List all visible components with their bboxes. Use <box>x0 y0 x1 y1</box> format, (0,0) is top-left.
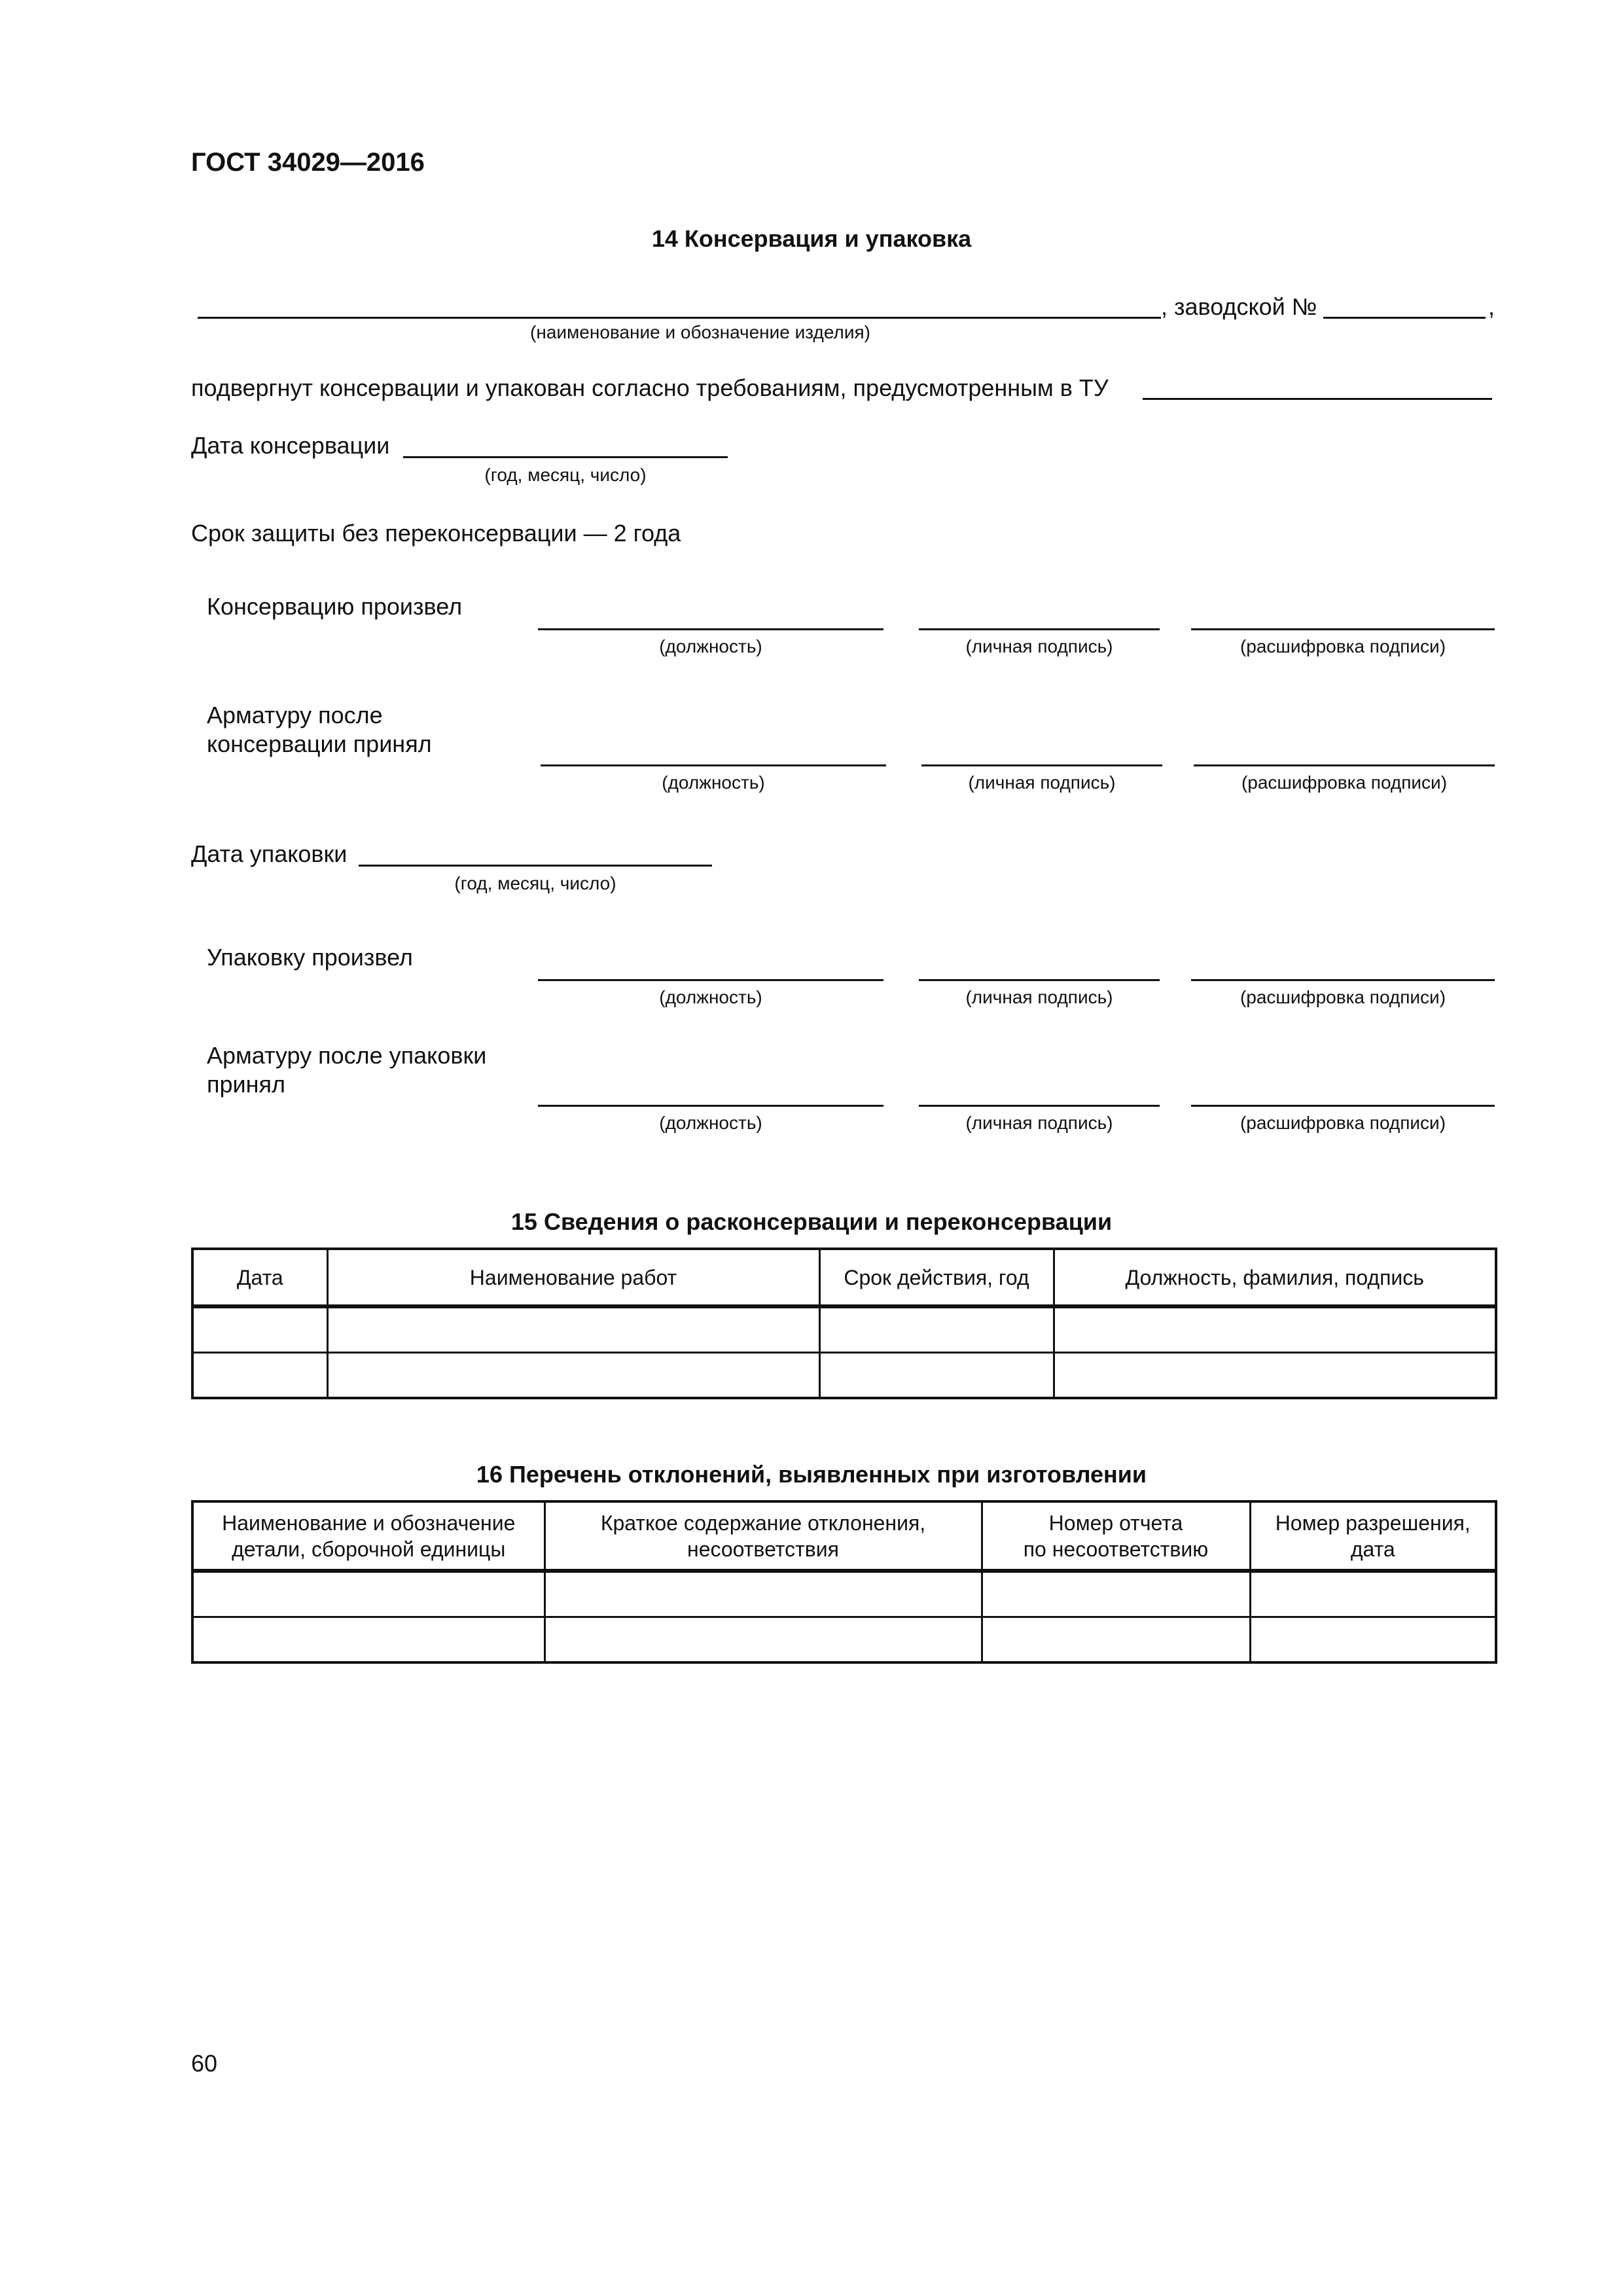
accepted-after-conservation-label-1: Арматуру после <box>207 702 383 728</box>
position-line[interactable] <box>538 1105 883 1107</box>
header-line: Номер отчета <box>1048 1511 1183 1535</box>
section-14-title: 14 Консервация и упаковка <box>651 225 972 252</box>
header-line: дата <box>1350 1537 1395 1561</box>
column-header-part-name <box>192 1501 544 1571</box>
conservation-performed-label: Консервацию произвел <box>207 593 463 620</box>
position-caption: (должность) <box>659 636 762 656</box>
decoding-caption: (расшифровка подписи) <box>1240 636 1446 656</box>
table-cell[interactable] <box>544 1571 982 1617</box>
position-caption: (должность) <box>659 987 762 1007</box>
header-line: Краткое содержание отклонения, <box>600 1511 926 1535</box>
decoding-caption: (расшифровка подписи) <box>1240 1113 1446 1133</box>
column-header-deviation <box>544 1501 982 1571</box>
section-15-title: 15 Сведения о расконсервации и переконсервации <box>510 1208 1113 1235</box>
accepted-after-packing-label-1: Арматуру после упаковки <box>207 1042 487 1069</box>
table-cell[interactable] <box>819 1306 1054 1352</box>
protection-term: Срок защиты без переконсервации — 2 года <box>191 520 681 547</box>
header-line: Номер разрешения, <box>1275 1511 1471 1535</box>
table-row <box>192 1571 1496 1617</box>
conservation-date-caption: (год, месяц, число) <box>484 465 647 485</box>
header-line: Наименование и обозначение <box>222 1511 516 1535</box>
column-header-date: Дата <box>192 1249 327 1306</box>
header-line: детали, сборочной единицы <box>232 1537 506 1561</box>
accepted-after-conservation-label-2: консервации принял <box>207 730 432 757</box>
trailing-comma: , <box>1488 293 1495 320</box>
table-cell[interactable] <box>192 1352 327 1398</box>
preserved-statement: подвергнут консервации и упакован согласно требованиям, предусмотренным в ТУ <box>191 374 1109 401</box>
table-cell[interactable] <box>1054 1306 1496 1352</box>
table-cell[interactable] <box>544 1617 982 1662</box>
product-name-line[interactable] <box>198 317 1161 319</box>
signature-caption: (личная подпись) <box>965 987 1113 1007</box>
signature-line[interactable] <box>919 628 1160 630</box>
table-header-row <box>192 1249 1496 1306</box>
table-cell[interactable] <box>192 1571 544 1617</box>
table-cell[interactable] <box>1250 1571 1496 1617</box>
table-cell[interactable] <box>1250 1617 1496 1662</box>
table-cell[interactable] <box>192 1306 327 1352</box>
factory-number-line[interactable] <box>1323 317 1486 319</box>
header-line: по несоответствию <box>1023 1537 1209 1561</box>
column-header-signature: Должность, фамилия, подпись <box>1054 1249 1496 1306</box>
decoding-caption: (расшифровка подписи) <box>1241 772 1448 793</box>
conservation-date-label: Дата консервации <box>191 432 390 459</box>
table-cell[interactable] <box>327 1352 819 1398</box>
packing-performed-label: Упаковку произвел <box>207 944 413 971</box>
position-line[interactable] <box>538 628 883 630</box>
signature-line[interactable] <box>921 764 1162 766</box>
table-header-row <box>192 1501 1496 1571</box>
position-caption: (должность) <box>659 1113 762 1133</box>
document-code: ГОСТ 34029—2016 <box>191 148 425 177</box>
decoding-line[interactable] <box>1191 1105 1495 1107</box>
product-caption: (наименование и обозначение изделия) <box>530 322 870 342</box>
position-line[interactable] <box>538 979 883 981</box>
table-cell[interactable] <box>1054 1352 1496 1398</box>
packing-date-label: Дата упаковки <box>191 840 348 867</box>
table-cell[interactable] <box>982 1617 1250 1662</box>
page-number: 60 <box>191 2050 218 2077</box>
signature-caption: (личная подпись) <box>965 1113 1113 1133</box>
column-header-report-number <box>982 1501 1250 1571</box>
decoding-caption: (расшифровка подписи) <box>1240 987 1446 1007</box>
reconservation-table <box>191 1247 1497 1399</box>
column-header-work-name: Наименование работ <box>327 1249 819 1306</box>
deviations-table <box>191 1500 1497 1664</box>
table-row <box>192 1617 1496 1662</box>
table-row <box>192 1306 1496 1352</box>
column-header-permit-number <box>1250 1501 1496 1571</box>
packing-date-caption: (год, месяц, число) <box>454 873 616 893</box>
factory-number-label: , заводской № <box>1161 293 1317 320</box>
table-cell[interactable] <box>327 1306 819 1352</box>
decoding-line[interactable] <box>1194 764 1495 766</box>
table-cell[interactable] <box>982 1571 1250 1617</box>
section-16-title: 16 Перечень отклонений, выявленных при изготовлении <box>476 1461 1147 1488</box>
packing-date-line[interactable] <box>359 865 712 867</box>
column-header-validity: Срок действия, год <box>819 1249 1054 1306</box>
table-cell[interactable] <box>192 1617 544 1662</box>
conservation-date-line[interactable] <box>403 456 728 458</box>
decoding-line[interactable] <box>1191 979 1495 981</box>
signature-line[interactable] <box>919 1105 1160 1107</box>
position-caption: (должность) <box>662 772 765 793</box>
table-row <box>192 1352 1496 1398</box>
position-line[interactable] <box>541 764 886 766</box>
decoding-line[interactable] <box>1191 628 1495 630</box>
signature-line[interactable] <box>919 979 1160 981</box>
table-cell[interactable] <box>819 1352 1054 1398</box>
tu-line[interactable] <box>1143 398 1492 400</box>
signature-caption: (личная подпись) <box>968 772 1116 793</box>
accepted-after-packing-label-2: принял <box>207 1071 286 1098</box>
header-line: несоответствия <box>687 1537 839 1561</box>
signature-caption: (личная подпись) <box>965 636 1113 656</box>
